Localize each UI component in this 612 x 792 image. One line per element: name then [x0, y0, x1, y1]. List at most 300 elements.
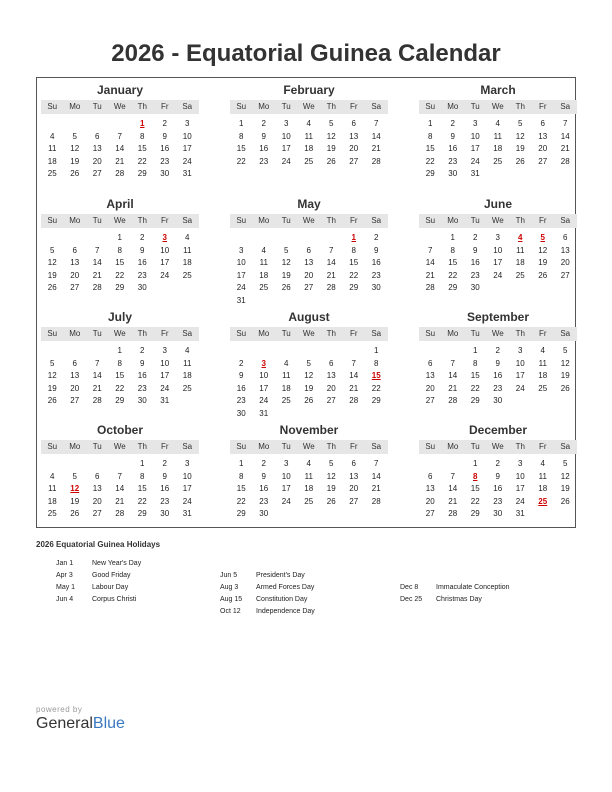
day-cell: 17: [515, 484, 525, 493]
day-cell: 29: [371, 396, 381, 405]
day-cell: 26: [326, 156, 336, 166]
day-cell: 24: [259, 396, 269, 405]
holiday-row: [220, 606, 315, 618]
day-cell: 24: [236, 283, 246, 292]
day-cell: 5: [50, 358, 55, 368]
day-cell: 30: [493, 396, 503, 405]
day-cell: 10: [515, 471, 525, 481]
day-cell: 12: [47, 371, 57, 380]
holiday-row: [220, 570, 315, 582]
day-cell: 17: [493, 258, 503, 267]
holiday-name: New Year's Day: [92, 560, 142, 567]
holiday-day-cell: 3: [261, 358, 266, 368]
weekday-label: Su: [425, 102, 436, 111]
day-cell: 12: [560, 358, 570, 368]
day-cell: 2: [140, 233, 145, 242]
day-cell: 5: [329, 119, 334, 128]
weekday-label: Fr: [349, 102, 358, 111]
day-cell: 16: [448, 144, 458, 153]
day-cell: 22: [236, 496, 246, 506]
day-cell: 13: [425, 371, 435, 380]
day-cell: 15: [470, 484, 480, 493]
day-grid: [419, 118, 577, 181]
day-cell: 18: [538, 484, 548, 493]
day-cell: 25: [515, 270, 525, 280]
day-cell: 22: [470, 383, 480, 393]
day-cell: 20: [425, 383, 435, 393]
day-cell: 19: [47, 383, 57, 393]
day-cell: 24: [281, 156, 291, 166]
day-cell: 30: [448, 169, 458, 178]
day-cell: 23: [160, 496, 170, 506]
weekday-label: Mo: [69, 216, 81, 225]
day-cell: 4: [50, 471, 55, 481]
weekday-label: Th: [515, 102, 525, 111]
day-cell: 22: [137, 156, 147, 166]
day-cell: 27: [70, 396, 80, 405]
day-cell: 12: [326, 131, 336, 141]
day-cell: 2: [261, 119, 266, 128]
day-cell: 26: [47, 283, 57, 292]
day-cell: 21: [448, 496, 458, 506]
day-cell: 16: [137, 371, 147, 380]
day-cell: 19: [538, 258, 548, 267]
day-cell: 3: [162, 346, 167, 355]
day-cell: 20: [70, 270, 80, 280]
day-cell: 23: [470, 270, 480, 280]
empty-cell: [419, 345, 442, 358]
day-cell: 28: [349, 396, 359, 405]
day-cell: 20: [425, 496, 435, 506]
day-cell: 26: [538, 270, 548, 280]
weekday-label: Tu: [92, 216, 102, 225]
day-cell: 14: [448, 484, 458, 493]
day-cell: 15: [448, 258, 458, 267]
weekday-header: [419, 440, 577, 454]
day-cell: 31: [470, 169, 480, 178]
day-cell: 31: [236, 295, 246, 305]
day-cell: 18: [259, 270, 269, 280]
day-grid: [41, 118, 199, 181]
holiday-name: Armed Forces Day: [256, 584, 315, 591]
month-name: April: [106, 197, 134, 211]
day-cell: 9: [261, 131, 266, 141]
weekday-label: We: [302, 102, 315, 111]
weekday-label: We: [491, 329, 504, 338]
weekday-label: We: [113, 329, 126, 338]
weekday-label: Tu: [281, 329, 291, 338]
calendar-frame: [36, 77, 576, 528]
holiday-date: Apr 3: [56, 572, 73, 579]
month-name: December: [468, 423, 528, 437]
day-cell: 23: [259, 496, 269, 506]
day-cell: 12: [304, 371, 314, 380]
holiday-date: Jun 5: [220, 572, 238, 579]
day-cell: 16: [470, 258, 480, 267]
day-cell: 31: [182, 169, 192, 178]
holiday-name: Labour Day: [92, 584, 129, 591]
day-cell: 20: [70, 383, 80, 393]
day-cell: 19: [304, 383, 314, 393]
day-cell: 16: [493, 484, 503, 493]
day-cell: 20: [92, 156, 102, 166]
day-cell: 3: [518, 346, 523, 355]
day-cell: 25: [182, 270, 192, 280]
weekday-label: Sa: [371, 102, 382, 111]
day-cell: 7: [450, 358, 455, 368]
weekday-header: [419, 214, 577, 228]
holiday-name: Corpus Christi: [92, 596, 137, 603]
month-april: [41, 197, 199, 295]
day-cell: 12: [47, 258, 57, 267]
holiday-date: Aug 15: [220, 596, 243, 603]
day-cell: 7: [563, 119, 568, 128]
day-cell: 1: [117, 346, 122, 355]
day-cell: 6: [95, 131, 100, 141]
day-cell: 26: [70, 169, 80, 178]
weekday-label: Sa: [371, 329, 382, 338]
day-cell: 4: [50, 131, 55, 141]
day-cell: 19: [560, 484, 570, 493]
holidays-title: 2026 Equatorial Guinea Holidays: [36, 540, 161, 549]
weekday-label: Fr: [349, 216, 358, 225]
day-cell: 31: [160, 396, 170, 405]
day-cell: 10: [182, 131, 192, 141]
holiday-day-cell: 3: [162, 233, 167, 242]
day-cell: 13: [92, 144, 102, 153]
day-cell: 31: [182, 509, 192, 518]
day-cell: 8: [374, 358, 379, 368]
day-cell: 18: [493, 144, 503, 153]
day-cell: 17: [470, 144, 480, 153]
day-cell: 17: [236, 270, 246, 280]
day-cell: 31: [515, 509, 525, 518]
day-cell: 6: [428, 358, 433, 368]
weekday-header: [419, 327, 577, 341]
day-cell: 20: [349, 484, 359, 493]
weekday-label: Su: [425, 216, 436, 225]
holiday-day-cell: 1: [140, 119, 145, 128]
day-cell: 12: [560, 471, 570, 481]
weekday-label: Su: [236, 442, 247, 451]
day-cell: 24: [182, 156, 192, 166]
day-cell: 1: [450, 233, 455, 242]
weekday-label: Mo: [447, 442, 459, 451]
holiday-date: Dec 25: [400, 596, 423, 603]
day-cell: 25: [182, 383, 192, 393]
month-november: [230, 423, 388, 521]
day-cell: 10: [515, 358, 525, 368]
day-cell: 22: [349, 270, 359, 280]
day-cell: 10: [160, 245, 170, 255]
day-cell: 3: [239, 245, 244, 255]
day-cell: 7: [351, 358, 356, 368]
weekday-label: Fr: [538, 216, 547, 225]
day-cell: 21: [326, 270, 336, 280]
month-october: [41, 423, 199, 521]
day-cell: 14: [115, 144, 125, 153]
day-cell: 26: [47, 396, 57, 405]
brand-logo[interactable]: [36, 715, 125, 733]
weekday-label: Tu: [470, 216, 480, 225]
day-cell: 17: [515, 371, 525, 380]
day-cell: 9: [495, 471, 500, 481]
day-cell: 29: [137, 169, 147, 178]
day-cell: 5: [563, 346, 568, 355]
day-cell: 15: [137, 144, 147, 153]
empty-cell: [109, 458, 132, 471]
day-cell: 18: [304, 144, 314, 153]
weekday-header: [41, 100, 199, 114]
day-cell: 4: [185, 346, 190, 355]
weekday-label: Th: [137, 216, 147, 225]
holiday-day-cell: 4: [518, 233, 523, 242]
weekday-label: Fr: [160, 442, 169, 451]
month-name: May: [297, 197, 321, 211]
day-cell: 10: [493, 245, 503, 255]
day-cell: 28: [425, 283, 435, 292]
holiday-date: Jan 1: [56, 560, 74, 567]
day-cell: 2: [162, 459, 167, 468]
weekday-label: Sa: [560, 102, 571, 111]
day-cell: 9: [261, 471, 266, 481]
day-cell: 1: [239, 459, 244, 468]
day-cell: 16: [160, 144, 170, 153]
day-cell: 10: [160, 358, 170, 368]
month-february: [230, 83, 388, 168]
day-cell: 6: [329, 358, 334, 368]
day-cell: 11: [304, 471, 313, 481]
day-cell: 20: [304, 270, 314, 280]
day-cell: 8: [239, 131, 244, 141]
day-cell: 23: [493, 383, 503, 393]
day-cell: 4: [540, 346, 545, 355]
empty-cell: [86, 345, 109, 358]
day-cell: 6: [351, 119, 356, 128]
day-cell: 3: [185, 459, 190, 468]
day-cell: 23: [371, 270, 381, 280]
day-cell: 6: [540, 119, 545, 128]
day-cell: 21: [92, 270, 102, 280]
day-cell: 29: [470, 509, 480, 518]
powered-by-text: powered by: [36, 705, 83, 714]
day-cell: 17: [182, 144, 192, 153]
weekday-label: Fr: [538, 102, 547, 111]
month-name: March: [480, 83, 516, 97]
empty-cell: [253, 232, 276, 245]
day-cell: 27: [326, 396, 336, 405]
weekday-label: We: [302, 329, 315, 338]
month-march: [419, 83, 577, 181]
day-cell: 13: [326, 371, 336, 380]
empty-cell: [230, 232, 253, 245]
empty-cell: [442, 345, 465, 358]
day-cell: 5: [72, 471, 77, 481]
day-cell: 5: [306, 358, 311, 368]
day-grid: [41, 232, 199, 295]
day-cell: 23: [259, 156, 269, 166]
day-cell: 8: [239, 471, 244, 481]
day-cell: 26: [326, 496, 336, 506]
weekday-label: Sa: [182, 216, 193, 225]
day-cell: 13: [304, 258, 314, 267]
day-cell: 27: [304, 283, 314, 292]
weekday-label: Mo: [258, 329, 270, 338]
weekday-label: Mo: [258, 216, 270, 225]
day-cell: 3: [284, 459, 289, 468]
weekday-header: [230, 440, 388, 454]
weekday-label: Tu: [470, 329, 480, 338]
day-cell: 11: [538, 471, 547, 481]
weekday-header: [230, 100, 388, 114]
holiday-day-cell: 1: [351, 233, 356, 242]
day-cell: 14: [371, 131, 381, 141]
day-cell: 26: [560, 496, 570, 506]
weekday-label: Th: [137, 102, 147, 111]
day-cell: 21: [560, 144, 570, 153]
weekday-label: Sa: [182, 102, 193, 111]
day-cell: 5: [329, 459, 334, 468]
weekday-label: Th: [326, 102, 336, 111]
day-cell: 21: [371, 144, 381, 153]
day-cell: 9: [140, 245, 145, 255]
month-may: [230, 197, 388, 307]
holiday-date: May 1: [56, 584, 76, 591]
day-cell: 2: [473, 233, 478, 242]
day-cell: 2: [450, 119, 455, 128]
holiday-row: [56, 570, 141, 582]
weekday-label: Su: [425, 442, 436, 451]
day-cell: 1: [140, 459, 145, 468]
day-cell: 9: [450, 131, 455, 141]
day-cell: 11: [48, 484, 57, 493]
day-cell: 17: [160, 258, 170, 267]
day-cell: 24: [515, 383, 525, 393]
day-cell: 19: [70, 156, 80, 166]
weekday-label: We: [113, 216, 126, 225]
empty-cell: [86, 232, 109, 245]
day-cell: 24: [493, 270, 503, 280]
day-cell: 30: [160, 169, 170, 178]
empty-cell: [64, 458, 87, 471]
day-cell: 1: [473, 346, 478, 355]
day-cell: 12: [326, 471, 336, 481]
day-cell: 3: [495, 233, 500, 242]
holiday-date: Oct 12: [220, 608, 241, 615]
day-cell: 21: [92, 383, 102, 393]
day-cell: 16: [493, 371, 503, 380]
day-cell: 29: [470, 396, 480, 405]
holiday-row: [220, 582, 315, 594]
holiday-day-cell: 5: [540, 233, 545, 242]
day-cell: 8: [117, 245, 122, 255]
month-december: [419, 423, 577, 521]
day-cell: 26: [560, 383, 570, 393]
weekday-label: Th: [515, 216, 525, 225]
weekday-label: Th: [326, 329, 336, 338]
day-cell: 25: [47, 169, 57, 178]
weekday-label: Tu: [470, 442, 480, 451]
empty-cell: [41, 118, 64, 131]
empty-cell: [275, 345, 298, 358]
holiday-column: [400, 582, 510, 606]
empty-cell: [253, 345, 276, 358]
day-cell: 28: [92, 283, 102, 292]
empty-cell: [320, 232, 343, 245]
day-cell: 10: [281, 131, 291, 141]
day-cell: 21: [115, 156, 125, 166]
day-cell: 20: [349, 144, 359, 153]
holiday-row: [220, 594, 315, 606]
day-cell: 13: [425, 484, 435, 493]
weekday-label: Su: [47, 102, 58, 111]
day-cell: 13: [538, 131, 548, 141]
day-cell: 10: [236, 258, 246, 267]
month-name: November: [279, 423, 339, 437]
day-cell: 25: [304, 156, 314, 166]
day-cell: 28: [560, 156, 570, 166]
day-cell: 22: [236, 156, 246, 166]
day-cell: 23: [493, 496, 503, 506]
holiday-row: [56, 594, 141, 606]
day-cell: 18: [47, 496, 57, 506]
day-cell: 29: [137, 509, 147, 518]
day-cell: 12: [515, 131, 525, 141]
empty-cell: [419, 458, 442, 471]
day-cell: 3: [473, 119, 478, 128]
day-cell: 17: [281, 484, 291, 493]
day-grid: [419, 232, 577, 295]
day-cell: 9: [473, 245, 478, 255]
day-cell: 30: [236, 408, 246, 418]
day-cell: 5: [284, 245, 289, 255]
weekday-header: [419, 100, 577, 114]
weekday-label: Mo: [258, 442, 270, 451]
weekday-header: [41, 327, 199, 341]
day-cell: 26: [515, 156, 525, 166]
day-cell: 25: [304, 496, 314, 506]
day-cell: 8: [473, 358, 478, 368]
day-cell: 28: [448, 396, 458, 405]
weekday-label: Tu: [92, 329, 102, 338]
day-cell: 21: [115, 496, 125, 506]
day-cell: 30: [137, 396, 147, 405]
day-cell: 11: [48, 144, 57, 153]
day-cell: 18: [182, 371, 192, 380]
holiday-row: [400, 582, 510, 594]
day-cell: 14: [92, 371, 102, 380]
empty-cell: [109, 118, 132, 131]
holiday-date: Aug 3: [220, 584, 239, 591]
day-cell: 11: [282, 371, 291, 380]
month-january: [41, 83, 199, 181]
day-cell: 30: [160, 509, 170, 518]
month-name: September: [466, 310, 530, 324]
day-cell: 14: [560, 131, 570, 141]
holiday-name: Good Friday: [92, 572, 131, 579]
month-august: [230, 310, 388, 420]
day-cell: 13: [70, 371, 80, 380]
empty-cell: [298, 232, 321, 245]
empty-cell: [343, 345, 366, 358]
weekday-header: [230, 214, 388, 228]
holiday-column: [56, 558, 141, 606]
day-cell: 2: [374, 233, 379, 242]
day-cell: 4: [185, 233, 190, 242]
day-cell: 19: [326, 484, 336, 493]
day-cell: 19: [47, 270, 57, 280]
day-cell: 6: [72, 358, 77, 368]
